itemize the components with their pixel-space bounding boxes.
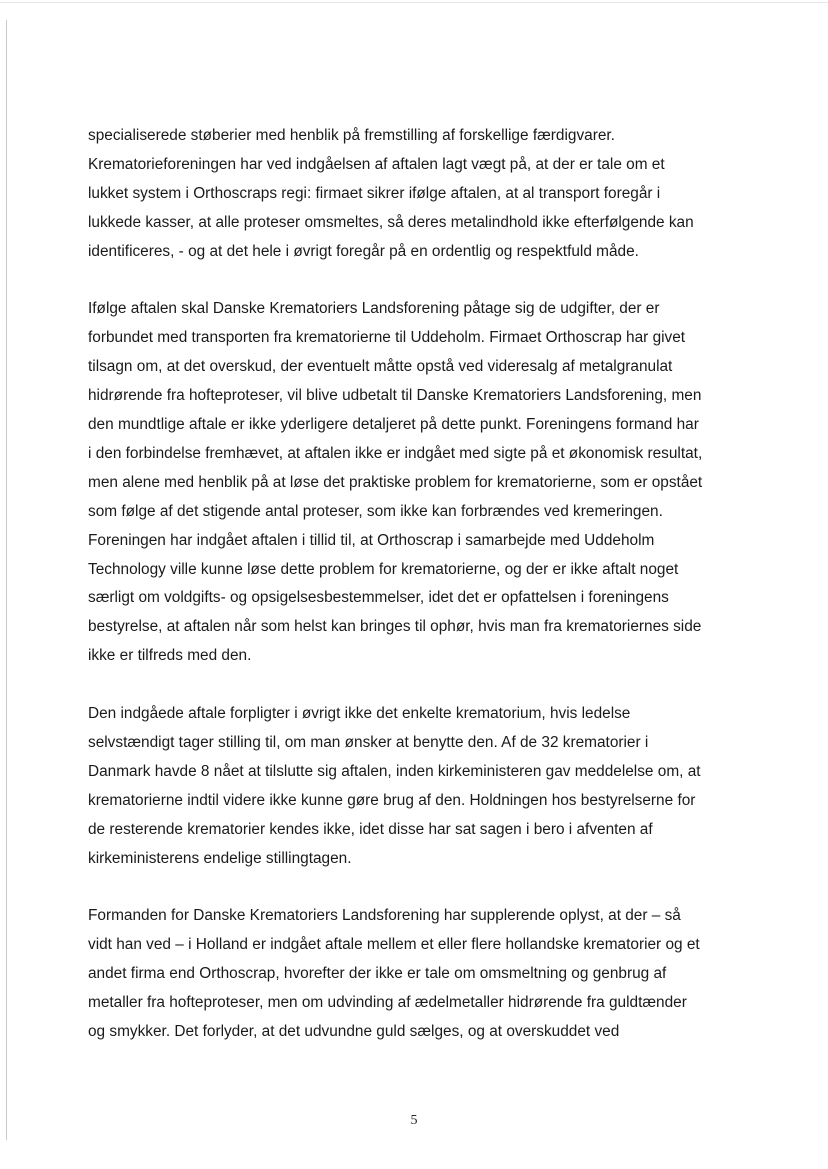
paragraph-4	[88, 902, 778, 1047]
text-line: men alene med henblik på at løse det praktiske problem for krematorierne, som er opstået	[88, 473, 703, 491]
text-line: metaller fra hofteproteser, men om udvinding af ædelmetaller hidrørende fra guldtænder	[88, 994, 687, 1012]
text-line: bestyrelse, at aftalen når som helst kan bringes til ophør, hvis man fra krematoriernes side	[88, 618, 702, 636]
text-line: Technology ville kunne løse dette problem for krematorierne, og der er ikke aftalt noget	[88, 560, 679, 578]
text-line: Krematorieforeningen har ved indgåelsen af aftalen lagt vægt på, at der er tale om et	[88, 155, 665, 173]
text-line: krematorierne indtil videre ikke kunne gøre brug af den. Holdningen hos bestyrelserne for	[88, 791, 696, 809]
text-line: Danmark havde 8 nået at tilslutte sig aftalen, inden kirkeministeren gav meddelelse om, at	[88, 762, 701, 780]
page-number: 5	[410, 1113, 418, 1128]
text-line: specialiserede støberier med henblik på fremstilling af forskellige færdigvarer.	[88, 127, 615, 144]
paragraph-3	[88, 700, 778, 873]
paragraph-1	[88, 122, 778, 267]
text-line: som følge af det stigende antal proteser, som ikke kan forbrændes ved kremeringen.	[88, 502, 663, 520]
text-line: ikke er tilfreds med den.	[88, 647, 252, 665]
text-line: hidrørende fra hofteproteser, vil blive udbetalt til Danske Krematoriers Landsforening, men	[88, 387, 702, 405]
text-line: i den forbindelse fremhævet, at aftalen ikke er indgået med sigte på et økonomisk resultat,	[88, 444, 703, 462]
scan-edge-left	[6, 20, 7, 1140]
text-line: lukkede kasser, at alle proteser omsmeltes, så deres metalindhold ikke efterfølgende kan	[88, 213, 694, 231]
text-line: Den indgåede aftale forpligter i øvrigt ikke det enkelte krematorium, hvis ledelse	[88, 705, 631, 723]
paragraph-2	[88, 295, 778, 671]
text-line: lukket system i Orthoscraps regi: firmaet sikrer ifølge aftalen, at al transport foregår i	[88, 184, 661, 202]
scan-edge-top	[0, 2, 828, 3]
text-line: vidt han ved – i Holland er indgået aftale mellem et eller flere hollandske krematorier og et	[88, 936, 700, 954]
text-line: den mundtlige aftale er ikke yderligere detaljeret på dette punkt. Foreningens formand har	[88, 416, 699, 434]
text-line: Formanden for Danske Krematoriers Landsforening har supplerende oplyst, at der – så	[88, 907, 681, 925]
text-line: tilsagn om, at det overskud, der eventuelt måtte opstå ved videresalg af metalgranulat	[88, 358, 673, 376]
body-text	[88, 122, 778, 1076]
text-line: Ifølge aftalen skal Danske Krematoriers Landsforening påtage sig de udgifter, der er	[88, 300, 660, 318]
text-line: Foreningen har indgået aftalen i tillid til, at Orthoscrap i samarbejde med Uddeholm	[88, 531, 655, 549]
text-line: og smykker. Det forlyder, at det udvundne guld sælges, og at overskuddet ved	[88, 1023, 620, 1041]
text-line: kirkeministerens endelige stillingtagen.	[88, 849, 352, 867]
text-line: forbundet med transporten fra krematorierne til Uddeholm. Firmaet Orthoscrap har givet	[88, 329, 686, 347]
text-line: identificeres, - og at det hele i øvrigt foregår på en ordentlig og respektfuld måde.	[88, 242, 639, 260]
text-line: andet firma end Orthoscrap, hvorefter der ikke er tale om omsmeltning og genbrug af	[88, 965, 667, 983]
text-line: selvstændigt tager stilling til, om man ønsker at benytte den. Af de 32 krematorier i	[88, 734, 649, 751]
text-line: særligt om voldgifts- og opsigelsesbestemmelser, idet det er opfattelsen i foreningens	[88, 589, 669, 607]
text-line: de resterende krematorier kendes ikke, idet disse har sat sagen i bero i afventen af	[88, 820, 653, 838]
